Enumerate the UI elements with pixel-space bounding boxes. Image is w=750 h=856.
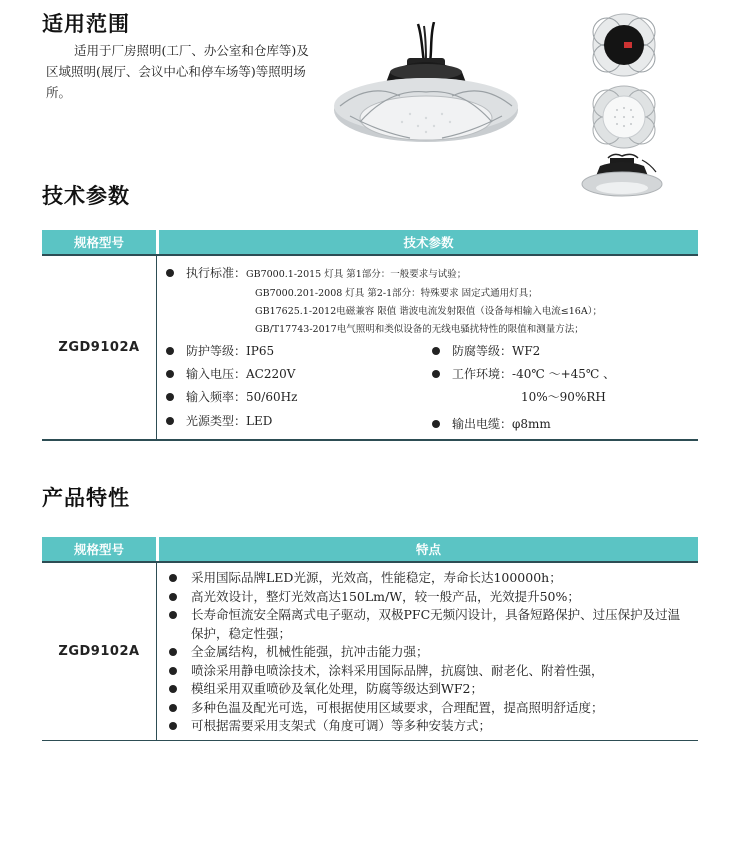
standard-line-1: GB7000.1-2015 灯具 第1部分：一般要求与试验；	[246, 268, 467, 280]
features-list	[157, 563, 681, 740]
standard-line-4: GB/T17743-2017电气照明和类似设备的无线电骚扰特性的限值和测量方法；	[255, 324, 584, 335]
features-table-header	[42, 537, 698, 561]
product-thumb-top-image	[585, 12, 663, 78]
list-item: 高光效设计，整灯光效高达150Lm/W，较一般产品，光效提升50%；	[169, 588, 681, 607]
spec-frequency: 输入频率： 50/60Hz	[166, 388, 297, 405]
list-item: 喷涂采用静电喷涂技术，涂料采用国际品牌，抗腐蚀、耐老化、附着性强，	[169, 662, 681, 681]
product-thumb-bottom-image	[585, 84, 663, 150]
features-header-main: 特点	[159, 537, 698, 561]
features-table-body	[42, 563, 698, 740]
features-table	[42, 537, 698, 741]
list-item: 多种色温及配光可选，可根据使用区域要求，合理配置，提高照明舒适度；	[169, 699, 681, 718]
list-item: 模组采用双重喷砂及氧化处理，防腐等级达到WF2；	[169, 680, 681, 699]
spec-voltage: 输入电压： AC220V	[166, 365, 295, 382]
tech-table-header	[42, 230, 698, 254]
tech-table-body	[42, 256, 698, 439]
list-item: 长寿命恒流安全隔离式电子驱动，双极PFC无频闪设计，具备短路保护、过压保护及过温保护，稳定性强；	[169, 606, 681, 643]
product-thumb-side-image	[578, 150, 666, 202]
tech-header-main: 技术参数	[159, 230, 698, 254]
spec-protection: 防护等级： IP65	[166, 342, 274, 359]
spec-anticorrosion: 防腐等级： WF2	[432, 342, 540, 359]
features-header-model: 规格型号	[42, 537, 156, 561]
list-item: 全金属结构，机械性能强，抗冲击能力强；	[169, 643, 681, 662]
list-item: 可根据需要采用支架式（角度可调）等多种安装方式；	[169, 717, 681, 736]
tech-table	[42, 230, 698, 441]
spec-humidity: 10%～90%RH	[521, 390, 606, 404]
list-item: 采用国际品牌LED光源，光效高，性能稳定，寿命长达100000h；	[169, 569, 681, 588]
tech-title: 技术参数	[42, 184, 130, 208]
spec-light-source: 光源类型： LED	[166, 412, 272, 429]
standard-label: 执行标准：	[186, 266, 247, 280]
standard-line-3: GB17625.1-2012电磁兼容 限值 谐波电流发射限值（设备每相输入电流≤16A）；	[255, 306, 602, 317]
spec-environment: 工作环境： -40℃ ～+45℃ 、	[432, 365, 615, 382]
features-title: 产品特性	[42, 486, 130, 510]
standard-line-2: GB7000.201-2008 灯具 第2-1部分：特殊要求 固定式通用灯具；	[255, 288, 538, 299]
tech-header-model: 规格型号	[42, 230, 156, 254]
product-main-image	[330, 22, 525, 152]
features-model-cell: ZGD9102A	[42, 563, 157, 740]
scope-description: 适用于厂房照明(工厂、办公室和仓库等)及区域照明(展厅、会议中心和停车场等)等照明场所。	[46, 43, 309, 100]
standard-row	[166, 264, 466, 281]
spec-cable: 输出电缆： φ8mm	[432, 415, 551, 432]
scope-title: 适用范围	[42, 12, 130, 36]
tech-model-cell: ZGD9102A	[42, 256, 157, 439]
